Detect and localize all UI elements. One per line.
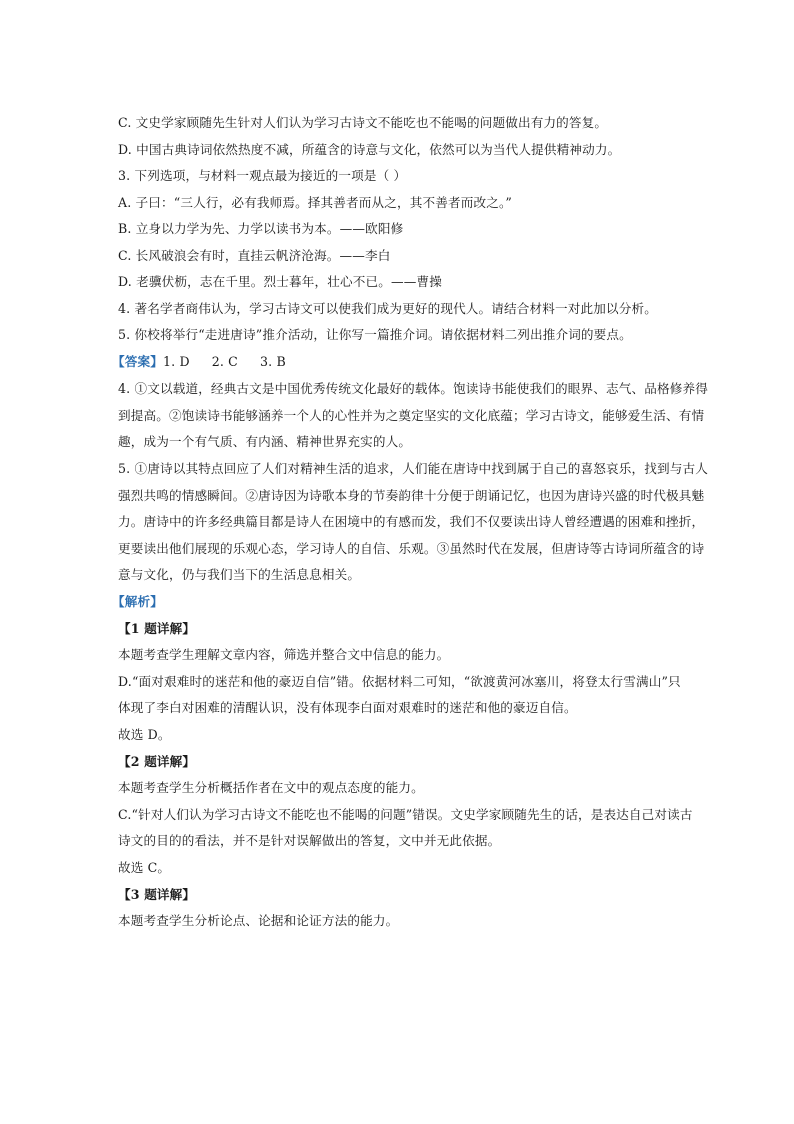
answer5-line-3: 力。唐诗中的许多经典篇目都是诗人在困境中的有感而发，我们不仅要读出诗人曾经遭遇的困难和挫折， [118,514,705,529]
answer5-line-1: 5. ①唐诗以其特点回应了人们对精神生活的追求，人们能在唐诗中找到属于自己的喜怒哀乐，找到与古人 [118,461,708,476]
detail-2-conclusion: 故选 C。 [118,860,171,875]
answer-line [112,354,672,370]
q3-option-d: D. 老骥伏枥，志在千里。烈士暮年，壮心不已。——曹操 [118,274,442,289]
detail-2-intro: 本题考查学生分析概括作者在文中的观点态度的能力。 [118,780,424,795]
q3-stem: 3. 下列选项，与材料一观点最为接近的一项是（ ） [118,168,407,183]
detail-2-line-2: 诗文的目的的看法，并不是针对误解做出的答复，文中并无此依据。 [118,833,501,848]
q3-option-c: C. 长风破浪会有时，直挂云帆济沧海。——李白 [118,248,391,263]
q2-option-d: D. 中国古典诗词依然热度不减，所蕴含的诗意与文化，依然可以为当代人提供精神动力。 [118,142,621,157]
q3-option-b: B. 立身以力学为先、力学以读书为本。——欧阳修 [118,221,404,236]
answer-3: 3. B [259,354,286,369]
detail-1-line-2: 体现了李白对困难的清醒认识，没有体现李白面对艰难时的迷茫和他的豪迈自信。 [118,700,577,715]
detail-1-line-1: D.“面对艰难时的迷茫和他的豪迈自信”错。依据材料二可知，“欲渡黄河冰塞川，将登太行雪满山”只 [118,674,681,689]
detail-3-intro: 本题考查学生分析论点、论据和论证方法的能力。 [118,913,399,928]
detail-1-heading: 【1 题详解】 [118,621,196,636]
answer-2: 2. C [211,354,238,369]
answer-tag: 【答案】 [112,354,163,369]
answer4-line-2: 到提高。②饱读诗书能够涵养一个人的心性并为之奠定坚实的文化底蕴；学习古诗文，能够爱生活、有情 [118,408,705,423]
answer-1: 1. D [162,354,190,369]
q4-stem: 4. 著名学者商伟认为，学习古诗文可以使我们成为更好的现代人。请结合材料一对此加以分析。 [118,301,657,316]
detail-3-heading: 【3 题详解】 [118,887,196,902]
q5-stem: 5. 你校将举行“走进唐诗”推介活动，让你写一篇推介词。请依据材料二列出推介词的要点。 [118,327,632,342]
answer4-line-3: 趣，成为一个有气质、有内涵、精神世界充实的人。 [118,434,412,449]
detail-1-intro: 本题考查学生理解文章内容，筛选并整合文中信息的能力。 [118,647,450,662]
answer4-line-1: 4. ①文以载道，经典古文是中国优秀传统文化最好的载体。饱读诗书能使我们的眼界、志气、品格修养得 [118,381,708,396]
detail-2-heading: 【2 题详解】 [118,754,196,769]
answer5-line-5: 意与文化，仍与我们当下的生活息息相关。 [118,567,361,582]
detail-2-line-1: C.“针对人们认为学习古诗文不能吃也不能喝的问题”错误。文史学家顾随先生的话，是表达自己对读古 [118,807,693,822]
answer5-line-2: 强烈共鸣的情感瞬间。②唐诗因为诗歌本身的节奏韵律十分便于朗诵记忆，也因为唐诗兴盛的时代极具魅 [118,488,705,503]
q3-option-a: A. 子曰：“三人行，必有我师焉。择其善者而从之，其不善者而改之。” [118,195,512,210]
answer5-line-4: 更要读出他们展现的乐观心态，学习诗人的自信、乐观。③虽然时代在发展，但唐诗等古诗词所蕴含的诗 [118,541,705,556]
analysis-tag: 【解析】 [112,594,163,609]
q2-option-c: C. 文史学家顾随先生针对人们认为学习古诗文不能吃也不能喝的问题做出有力的答复。 [118,115,608,130]
detail-1-conclusion: 故选 D。 [118,727,171,742]
